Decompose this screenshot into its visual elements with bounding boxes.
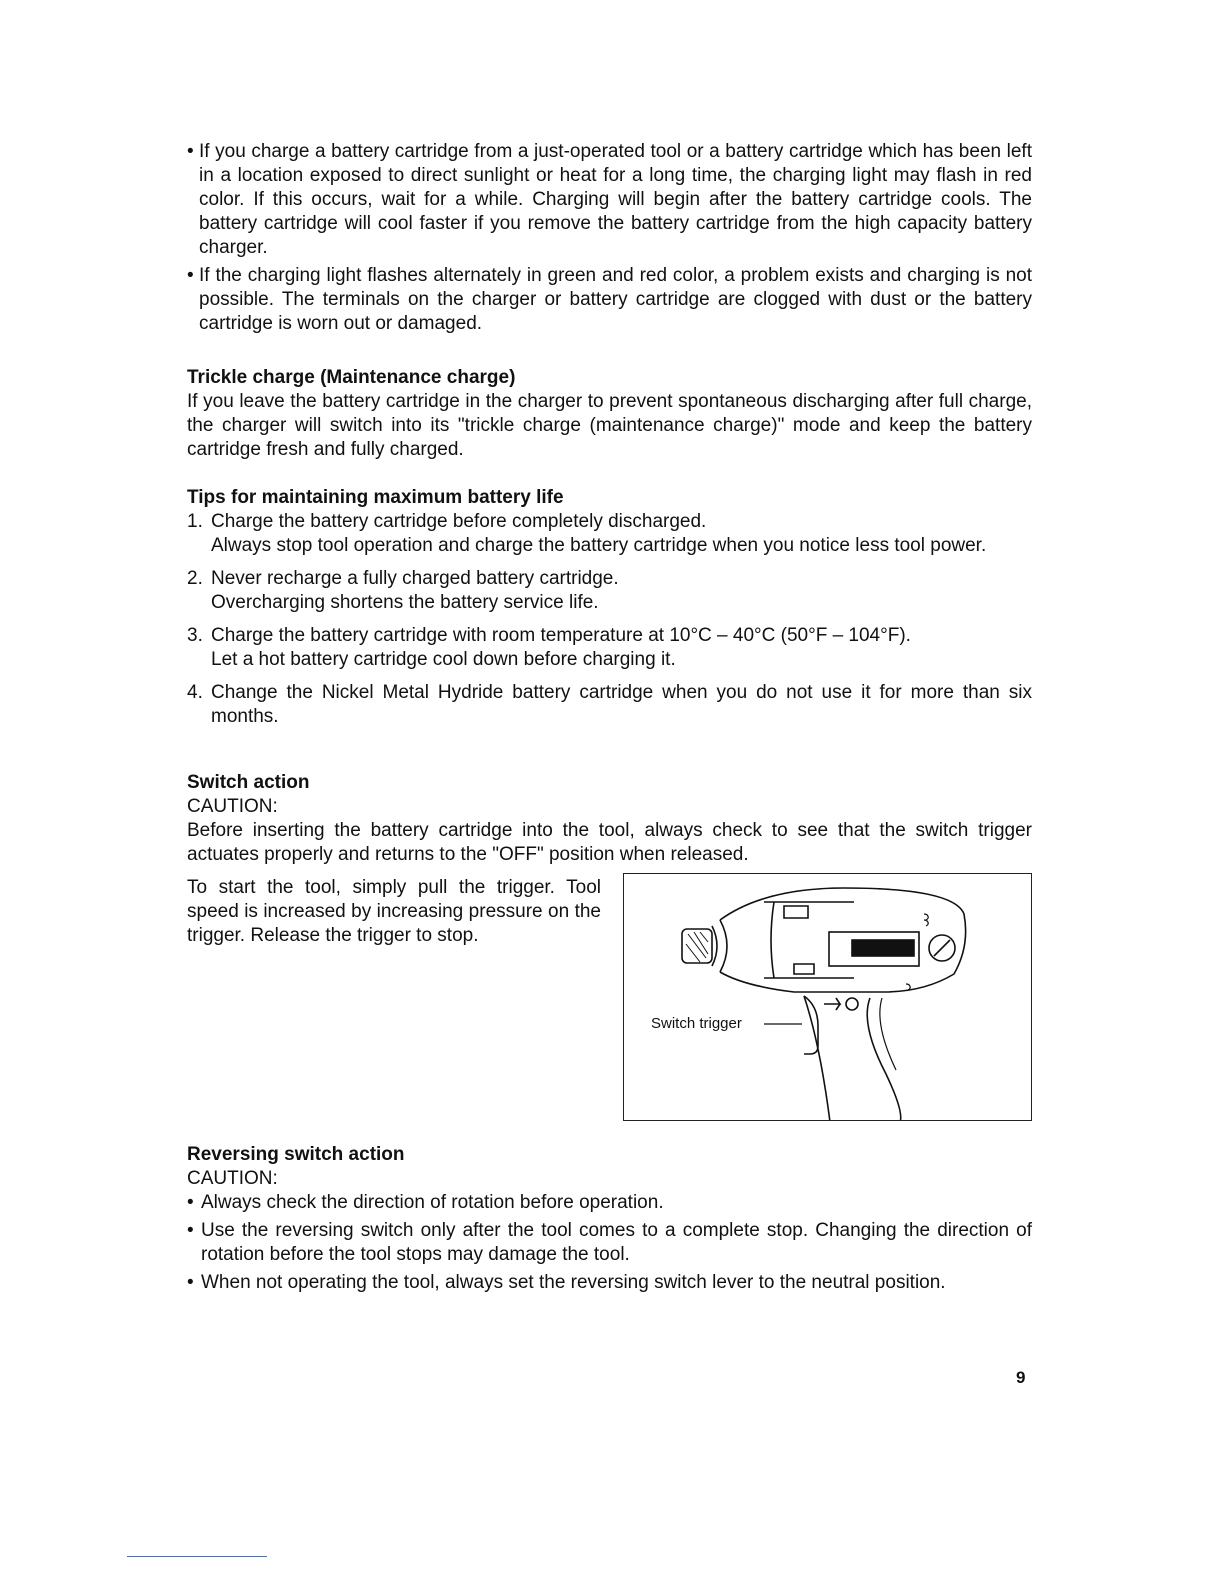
reversing-bullet	[187, 1191, 1032, 1215]
trickle-body: If you leave the battery cartridge in the charger to prevent spontaneous discharging after full charge, the charger will switch into its "trickle charge (maintenance charge)" mode and keep the battery cartridge fresh and fully charged.	[187, 391, 1032, 460]
tips-item	[187, 510, 1032, 558]
intro-bullets	[187, 140, 1032, 340]
tips-item-line: Let a hot battery cartridge cool down before charging it.	[211, 649, 676, 670]
tips-item-number: 3.	[187, 625, 203, 646]
tips-item	[187, 624, 1032, 672]
intro-bullet-text: If you charge a battery cartridge from a just-operated tool or a battery cartridge which has been left in a location exposed to direct sunlight or heat for a long time, the charging light may flash in red color. If this occurs, wait for a while. Charging will begin after the battery cartridge cools. The battery cartridge will cool faster if you remove the battery cartridge from the high capacity battery charger.	[199, 141, 1032, 258]
tips-item-number: 1.	[187, 511, 203, 532]
reversing-bullet-text: Always check the direction of rotation before operation.	[201, 1192, 664, 1213]
lever-knob	[846, 998, 858, 1010]
reversing-bullet	[187, 1219, 1032, 1267]
switch-trigger-label: Switch trigger	[651, 1015, 742, 1032]
handle-back	[867, 998, 901, 1121]
nose-ring	[720, 920, 727, 972]
intro-bullet	[187, 140, 1032, 260]
tips-item-line: Charge the battery cartridge with room temperature at 10°C – 40°C (50°F – 104°F).	[211, 625, 911, 646]
bullet-dot: •	[187, 265, 194, 286]
screw-slot	[934, 940, 950, 956]
switch-body: To start the tool, simply pull the trigger. Tool speed is increased by increasing pressure on the trigger. Release the trigger to stop.	[187, 877, 601, 946]
brand-text: makita	[865, 943, 901, 955]
bullet-dot: •	[187, 1220, 194, 1241]
tips-item-line: Never recharge a fully charged battery cartridge.	[211, 568, 619, 589]
reversing-caution-label: CAUTION:	[187, 1168, 278, 1189]
footer-rule	[127, 1556, 267, 1557]
reversing-bullet	[187, 1271, 1032, 1295]
tips-heading: Tips for maintaining maximum battery life	[187, 487, 564, 508]
bullet-dot: •	[187, 141, 194, 162]
trickle-heading: Trickle charge (Maintenance charge)	[187, 367, 516, 388]
body-outline	[720, 888, 966, 992]
intro-bullet-text: If the charging light flashes alternately in green and red color, a problem exists and charging is not possible. The terminals on the charger or battery cartridge are clogged with dust or the battery cartridge is worn out or damaged.	[199, 265, 1032, 334]
page-number: 9	[1016, 1368, 1026, 1387]
tips-item	[187, 681, 1032, 729]
tips-item-line: Overcharging shortens the battery service life.	[211, 592, 599, 613]
tips-item-line: Change the Nickel Metal Hydride battery cartridge when you do not use it for more than six months.	[211, 682, 1032, 727]
tips-section	[187, 486, 1032, 738]
tips-item-line: Always stop tool operation and charge the battery cartridge when you notice less tool power.	[211, 535, 987, 556]
chuck-knurl	[686, 932, 708, 962]
switch-action-section	[187, 771, 1032, 867]
bullet-dot: •	[187, 1192, 194, 1213]
vent-shape	[784, 906, 814, 974]
body-curve	[771, 902, 774, 978]
tips-item-number: 2.	[187, 568, 203, 589]
reversing-bullet-text: When not operating the tool, always set the reversing switch lever to the neutral position.	[201, 1272, 946, 1293]
tips-item-number: 4.	[187, 682, 203, 703]
switch-caution-label: CAUTION:	[187, 796, 278, 817]
switch-heading: Switch action	[187, 772, 310, 793]
tips-item-line: Charge the battery cartridge before completely discharged.	[211, 511, 707, 532]
reversing-switch-section	[187, 1143, 1032, 1299]
trickle-charge-section	[187, 366, 1032, 462]
drill-illustration	[624, 874, 1032, 1121]
handle-inner	[880, 998, 896, 1070]
switch-caution-text: Before inserting the battery cartridge into the tool, always check to see that the switch trigger actuates properly and returns to the "OFF" position when released.	[187, 820, 1032, 865]
tips-item	[187, 567, 1032, 615]
reversing-heading: Reversing switch action	[187, 1144, 405, 1165]
bullet-dot: •	[187, 1272, 194, 1293]
tool-figure	[623, 873, 1032, 1121]
reversing-bullet-text: Use the reversing switch only after the tool comes to a complete stop. Changing the direction of rotation before the tool stops may damage the tool.	[201, 1220, 1032, 1265]
direction-arrow	[824, 998, 840, 1010]
intro-bullet	[187, 264, 1032, 336]
